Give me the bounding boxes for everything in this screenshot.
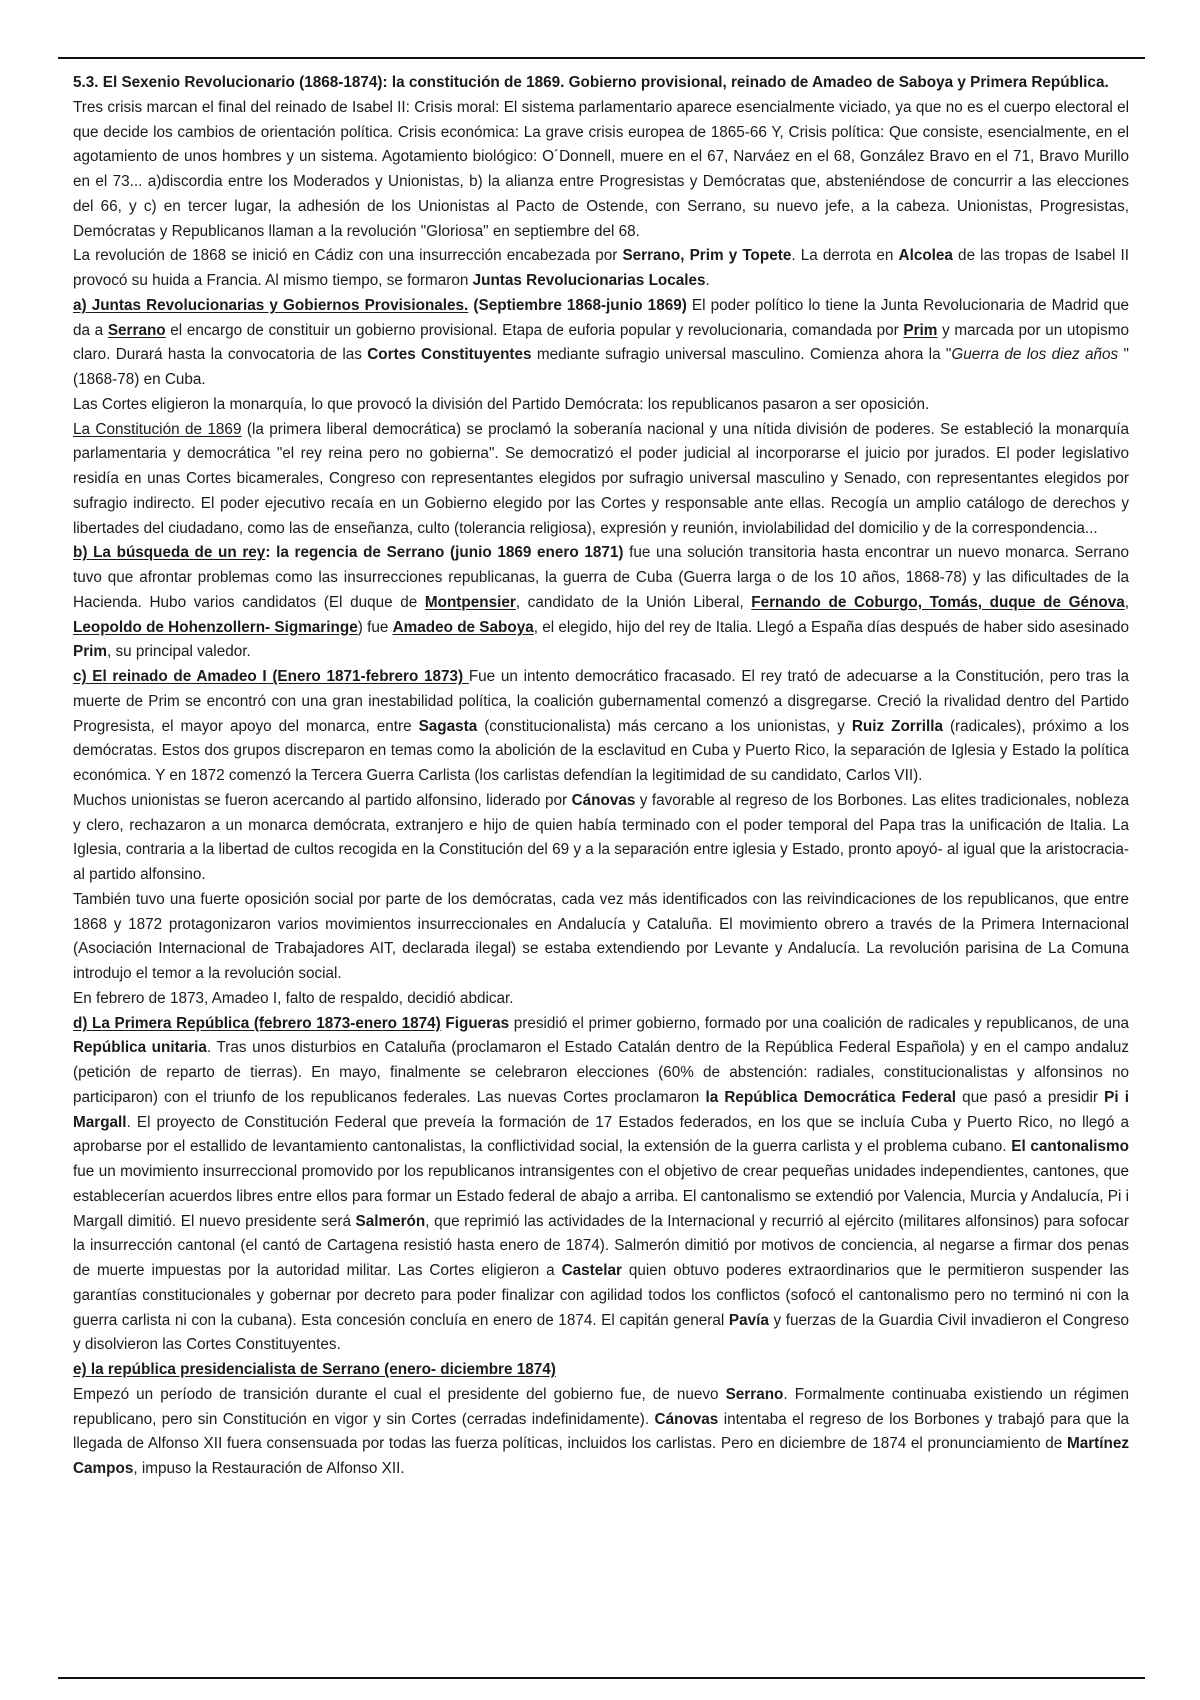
document-body — [73, 71, 1129, 1482]
cortes-monarchy-paragraph: Las Cortes eligieron la monarquía, lo que provocó la división del Partido Demócrata: los republicanos pasaron a ser oposición. — [73, 395, 930, 413]
document-title: 5.3. El Sexenio Revolucionario (1868-1874): la constitución de 1869. Gobierno provisional, reinado de Amadeo de Saboya y Primera República. — [73, 74, 1109, 91]
opposition-paragraph: También tuvo una fuerte oposición social por parte de los demócratas, cada vez más identificados con las reivindicaciones de los republicanos, que entre 1868 y 1872 protagonizaron varios movimientos insurreccionales en Andalucía y Cataluña. El movimiento obrero a través de la Primera Internacional (Asociación Internacional de Trabajadores AIT, declarada ilegal) se estaba extendiendo por Levante y Andalucía. La revolución parisina de La Comuna introdujo el temor a la revolución social. — [73, 890, 1129, 982]
top-rule — [58, 57, 1145, 59]
section-e-paragraph: Empezó un período de transición durante el cual el presidente del gobierno fue, de nuevo Serrano. Formalmente continuaba existiendo un régimen republicano, pero sin Constitución en vigor y sin Cortes (cerradas indefinidamente). Cánovas intentaba el regreso de los Borbones y trabajó para que la llegada de Alfonso XII fuera consensuada por todas las fuerza políticas, incluidos los carlistas. Pero en diciembre de 1874 el pronunciamiento de Martínez Campos, impuso la Restauración de Alfonso XII. — [73, 1385, 1130, 1477]
intro-paragraph: Tres crisis marcan el final del reinado de Isabel II: Crisis moral: El sistema parlamentario aparece esencialmente viciado, ya que no es el cuerpo electoral el que decide los cambios de orientación política. Crisis económica: La grave crisis europea de 1865-66 Y, Crisis política: Que consiste, esencialmente, en el agotamiento de unos hombres y un sistema. Agotamiento biológico: O´Donnell, muere en el 67, Narváez en el 68, González Bravo en el 71, Bravo Murillo en el 73... a)discordia entre los Moderados y Unionistas, b) la alianza entre Progresistas y Demócratas que, absteniéndose de concurrir a las elecciones del 66, y c) en tercer lugar, la adhesión de los Unionistas al Pacto de Ostende, con Serrano, su nuevo jefe, a la cabeza. Unionistas, Progresistas, Demócratas y Republicanos llaman a la revolución "Gloriosa" en septiembre del 68. — [73, 98, 1129, 240]
abdication-paragraph: En febrero de 1873, Amadeo I, falto de respaldo, decidió abdicar. — [73, 989, 514, 1007]
section-c-heading: c) El reinado de Amadeo I (Enero 1871-febrero 1873) — [73, 668, 469, 685]
section-d-heading: d) La Primera República (febrero 1873-enero 1874) — [73, 1014, 441, 1032]
constitution-paragraph: La Constitución de 1869 (la primera liberal democrática) se proclamó la soberanía nacional y una nítida división de poderes. Se estableció la monarquía parlamentaria y democrática "el rey reina pero no gobierna". Se democratizó el poder judicial al incorporarse el juicio por jurados. El poder legislativo residía en unas Cortes bicamerales, Congreso con representantes elegidos por sufragio universal masculino y Senado, con representantes elegidos por sufragio indirecto. El poder ejecutivo recaía en un Gobierno elegido por las Cortes y responsable ante ellas. Recogía un amplio catálogo de derechos y libertades del ciudadano, como las de enseñanza, culto (tolerancia religiosa), expresión y reunión, inviolabilidad del domicilio y de la correspondencia... — [73, 420, 1129, 537]
bottom-rule — [58, 1677, 1145, 1679]
section-d-paragraph: d) La Primera República (febrero 1873-enero 1874) Figueras presidió el primer gobierno, formado por una coalición de radicales y republicanos, de una República unitaria. Tras unos disturbios en Cataluña (proclamaron el Estado Catalán dentro de la República Federal Española) y en el campo andaluz (petición de reparto de tierras). En mayo, finalmente se celebraron elecciones (60% de abstención: radiales, constitucionalistas y alfonsinos no participaron) con el triunfo de los republicanos federales. Las nuevas Cortes proclamaron la República Democrática Federal que pasó a presidir Pi i Margall. El proyecto de Constitución Federal que preveía la formación de 17 Estados federados, en los que se incluía Cuba y Puerto Rico, no llegó a aprobarse por el estallido de levantamiento cantonalistas, la conflictividad social, la extensión de la guerra carlista y el problema cubano. El cantonalismo fue un movimiento insurreccional promovido por los republicanos intransigentes con el objetivo de crear pequeñas unidades independientes, cantones, que establecerían acuerdos libres entre ellos para formar un Estado federal de abajo a arriba. El cantonalismo se extendió por Valencia, Murcia y Andalucía, Pi i Margall dimitió. El nuevo presidente será Salmerón, que reprimió las actividades de la Internacional y recurrió al ejército (militares alfonsinos) para sofocar la insurrección cantonal (el cantó de Cartagena resistió hasta enero de 1874). Salmerón dimitió por motivos de conciencia, al negarse a firmar dos penas de muerte impuestas por la autoridad militar. Las Cortes eligieron a Castelar quien obtuvo poderes extraordinarios que le permitieron suspender las garantías constitucionales y gobernar por decreto para poder finalizar con agilidad todos los conflictos (sofocó el cantonalismo pero no terminó ni con la guerra carlista ni con la cubana). Esta concesión concluía en enero de 1874. El capitán general Pavía y fuerzas de la Guardia Civil invadieron el Congreso y disolvieron las Cortes Constituyentes. — [73, 1014, 1130, 1354]
revolution-paragraph: La revolución de 1868 se inició en Cádiz con una insurrección encabezada por Serrano, Prim y Topete. La derrota en Alcolea de las tropas de Isabel II provocó su huida a Francia. Al mismo tiempo, se formaron Juntas Revolucionarias Locales. — [73, 247, 1130, 289]
unionists-paragraph: Muchos unionistas se fueron acercando al partido alfonsino, liderado por Cánovas y favorable al regreso de los Borbones. Las elites tradicionales, nobleza y clero, rechazaron a un monarca demócrata, extranjero e hijo de quien había terminado con el poder temporal del Papa tras la unificación de Italia. La Iglesia, contraria a la libertad de cultos recogida en la Constitución del 69 y a la separación entre iglesia y Estado, pronto apoyó- al igual que la aristocracia- al partido alfonsino. — [73, 791, 1129, 883]
section-a-paragraph: a) Juntas Revolucionarias y Gobiernos Provisionales. (Septiembre 1868-junio 1869) El poder político lo tiene la Junta Revolucionaria de Madrid que da a Serrano el encargo de constituir un gobierno provisional. Etapa de euforia popular y revolucionaria, comandada por Prim y marcada por un utopismo claro. Durará hasta la convocatoria de las Cortes Constituyentes mediante sufragio universal masculino. Comienza ahora la "Guerra de los diez años "(1868-78) en Cuba. — [73, 296, 1130, 388]
section-a-heading: a) Juntas Revolucionarias y Gobiernos Provisionales. — [73, 296, 469, 314]
section-b-heading: b) La búsqueda de un rey — [73, 544, 266, 562]
section-c-paragraph: c) El reinado de Amadeo I (Enero 1871-febrero 1873) Fue un intento democrático fracasado. El rey trató de adecuarse a la Constitución, pero tras la muerte de Prim se encontró con una gran inestabilidad política, la coalición gubernamental comenzó a disgregarse. Creció la rivalidad dentro del Partido Progresista, el mayor apoyo del monarca, entre Sagasta (constitucionalista) más cercano a los unionistas, y Ruiz Zorrilla (radicales), próximo a los demócratas. Estos dos grupos discreparon en temas como la abolición de la esclavitud en Cuba y Puerto Rico, la separación de Iglesia y Estado la política económica. Y en 1872 comenzó la Tercera Guerra Carlista (los carlistas defendían la legitimidad de su candidato, Carlos VII). — [73, 668, 1130, 784]
section-b-paragraph: b) La búsqueda de un rey: la regencia de Serrano (junio 1869 enero 1871) fue una solución transitoria hasta encontrar un nuevo monarca. Serrano tuvo que afrontar problemas como las insurrecciones republicanas, la guerra de Cuba (Guerra larga o de los 10 años, 1868-78) y las dificultades de la Hacienda. Hubo varios candidatos (El duque de Montpensier, candidato de la Unión Liberal, Fernando de Coburgo, Tomás, duque de Génova, Leopoldo de Hohenzollern- Sigmaringe) fue Amadeo de Saboya, el elegido, hijo del rey de Italia. Llegó a España días después de haber sido asesinado Prim, su principal valedor. — [73, 544, 1130, 661]
constitution-heading: La Constitución de 1869 — [73, 420, 242, 438]
section-e-heading: e) la república presidencialista de Serrano (enero- diciembre 1874) — [73, 1361, 556, 1378]
